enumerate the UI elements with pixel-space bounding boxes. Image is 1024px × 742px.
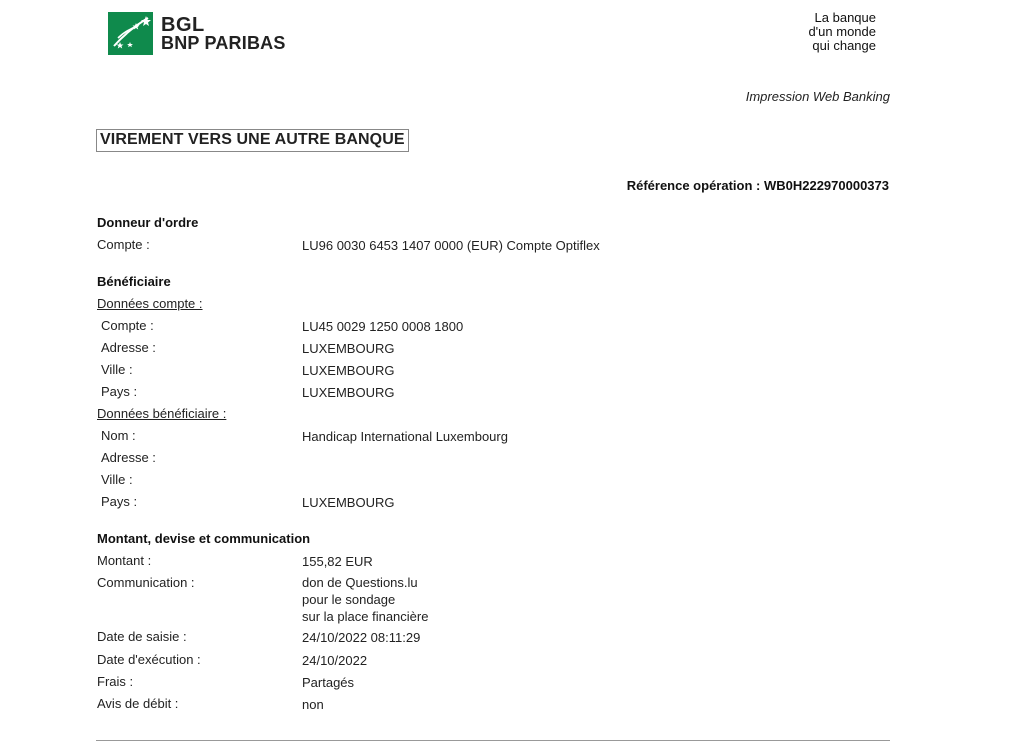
account-data-label: Données compte : bbox=[97, 296, 203, 311]
beneficiary-bank-address-label: Adresse : bbox=[101, 340, 156, 355]
bottom-divider bbox=[96, 740, 890, 741]
fees-label: Frais : bbox=[97, 674, 134, 689]
beneficiary-bank-country-label: Pays : bbox=[101, 384, 138, 399]
entry-date-value: 24/10/2022 08:11:29 bbox=[302, 630, 421, 645]
print-label: Impression Web Banking bbox=[745, 89, 890, 104]
page-title: VIREMENT VERS UNE AUTRE BANQUE bbox=[96, 129, 409, 152]
beneficiary-name-label: Nom : bbox=[101, 428, 136, 443]
beneficiary-country-label: Pays : bbox=[101, 494, 138, 509]
beneficiary-bank-address-value: LUXEMBOURG bbox=[302, 341, 395, 356]
tagline-line: qui change bbox=[812, 38, 876, 53]
communication-label: Communication : bbox=[97, 575, 195, 590]
tagline-line: d'un monde bbox=[808, 24, 876, 39]
tagline-line: La banque bbox=[814, 10, 876, 25]
beneficiary-name-value: Handicap International Luxembourg bbox=[302, 429, 508, 444]
section-amount: Montant, devise et communication bbox=[97, 531, 311, 546]
amount-value: 155,82 EUR bbox=[302, 554, 373, 569]
fees-value: Partagés bbox=[302, 675, 355, 690]
beneficiary-bank-city-label: Ville : bbox=[101, 362, 133, 377]
bank-name bbox=[161, 13, 286, 53]
debit-notice-label: Avis de débit : bbox=[97, 696, 179, 711]
communication-line: sur la place financière bbox=[302, 609, 429, 624]
bank-logo bbox=[108, 12, 286, 55]
amount-label: Montant : bbox=[97, 553, 152, 568]
communication-line: pour le sondage bbox=[302, 592, 396, 607]
brand-line1: BGL bbox=[161, 13, 205, 36]
beneficiary-data-label: Données bénéficiaire : bbox=[97, 406, 227, 421]
communication-line: don de Questions.lu bbox=[302, 575, 418, 590]
debit-notice-value: non bbox=[302, 697, 324, 712]
stars-logo-icon bbox=[108, 12, 153, 55]
section-ordering-party: Donneur d'ordre bbox=[97, 215, 199, 230]
communication-value bbox=[302, 574, 428, 625]
beneficiary-bank-country-value: LUXEMBOURG bbox=[302, 385, 395, 400]
ordering-account-value: LU96 0030 6453 1407 0000 (EUR) Compte Optiflex bbox=[302, 238, 600, 253]
beneficiary-bank-city-value: LUXEMBOURG bbox=[302, 363, 395, 378]
tagline bbox=[808, 11, 876, 53]
execution-date-value: 24/10/2022 bbox=[302, 653, 368, 668]
brand-line2: BNP PARIBAS bbox=[161, 32, 286, 53]
section-beneficiary: Bénéficiaire bbox=[97, 274, 171, 289]
execution-date-label: Date d'exécution : bbox=[97, 652, 201, 667]
beneficiary-account-label: Compte : bbox=[101, 318, 154, 333]
operation-reference: Référence opération : WB0H222970000373 bbox=[626, 178, 889, 193]
ordering-account-label: Compte : bbox=[97, 237, 150, 252]
entry-date-label: Date de saisie : bbox=[97, 629, 187, 644]
beneficiary-country-value: LUXEMBOURG bbox=[302, 495, 395, 510]
beneficiary-address-label: Adresse : bbox=[101, 450, 156, 465]
beneficiary-city-label: Ville : bbox=[101, 472, 133, 487]
beneficiary-account-value: LU45 0029 1250 0008 1800 bbox=[302, 319, 464, 334]
